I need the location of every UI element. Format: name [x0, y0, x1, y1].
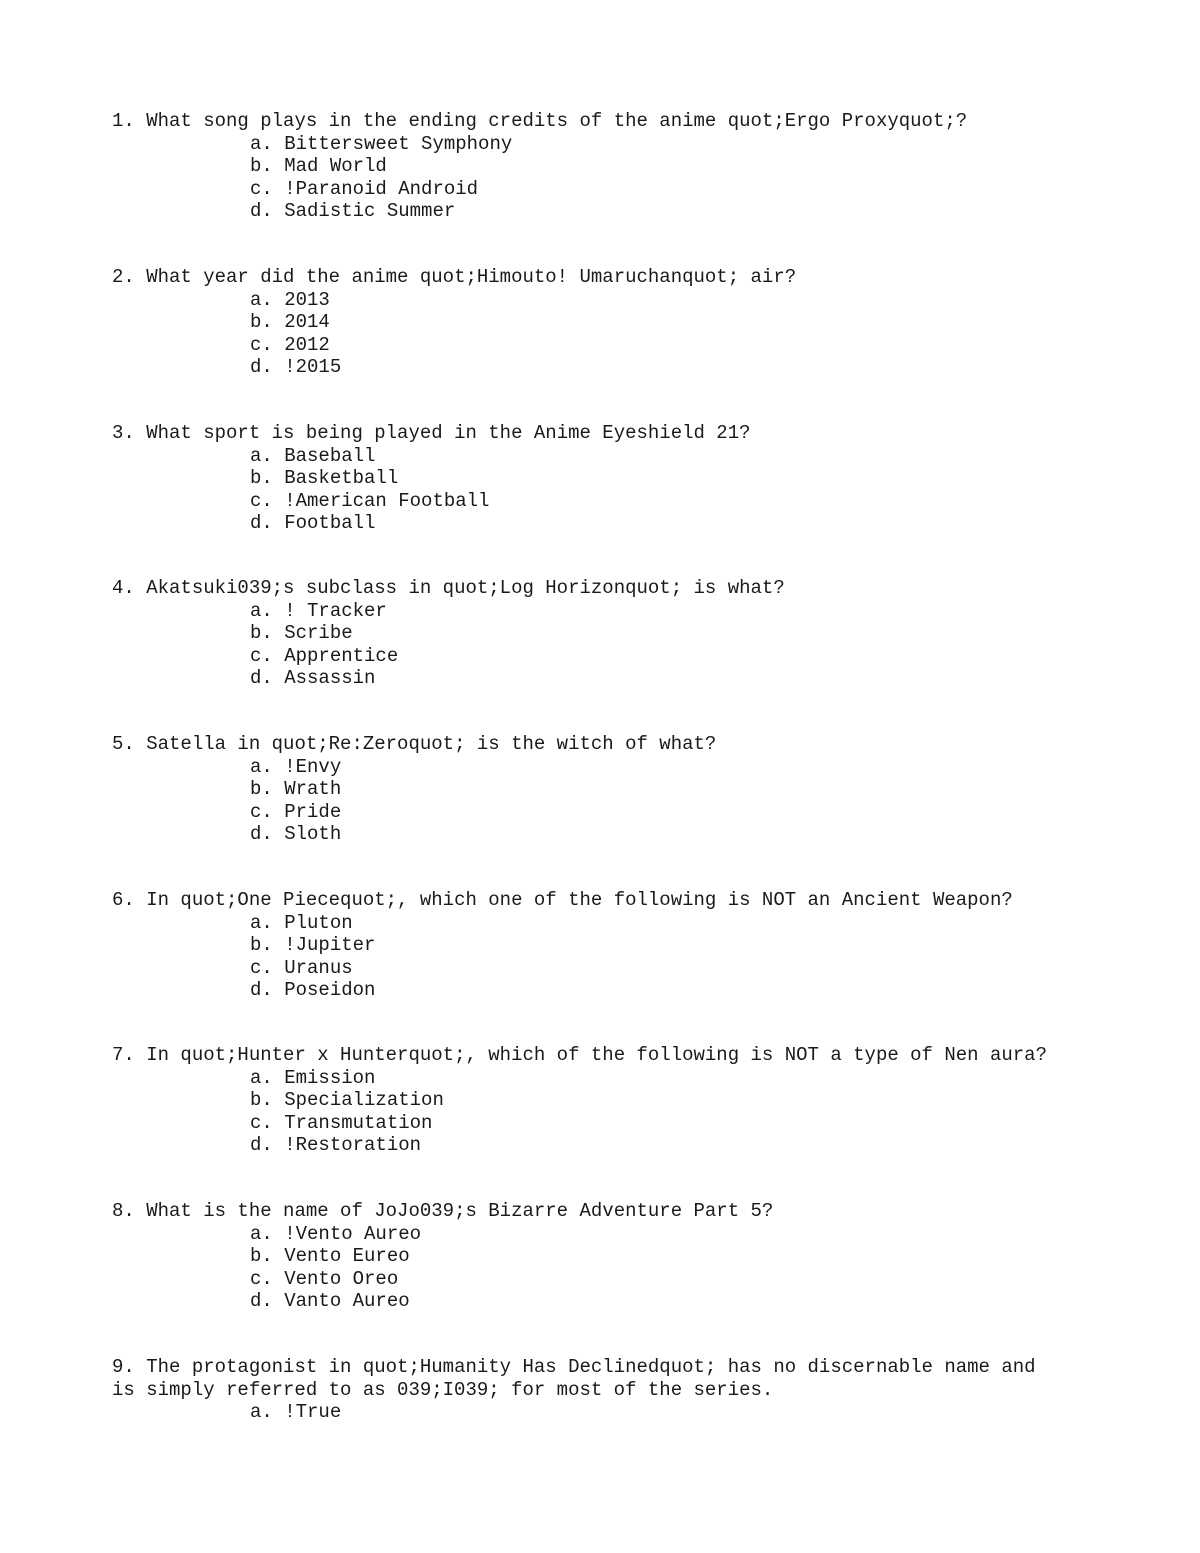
question-8: [112, 1200, 1092, 1313]
option-b: [112, 1245, 1092, 1268]
question-stem: [112, 1044, 1092, 1067]
question-text: Satella in quot;Re:Zeroquot; is the witch of what?: [146, 733, 717, 755]
option-text: Pluton: [284, 911, 353, 934]
option-text: 2014: [284, 311, 330, 333]
option-text: !Paranoid Android: [284, 177, 479, 200]
question-stem: [112, 889, 1092, 912]
option-letter: d.: [250, 512, 273, 534]
option-text: Specialization: [284, 1089, 444, 1111]
option-text: Bittersweet Symphony: [284, 132, 513, 155]
option-text: !Jupiter: [284, 934, 376, 956]
question-stem-continuation: is simply referred to as 039;I039; for most of the series.: [112, 1378, 774, 1401]
option-text: Wrath: [284, 778, 342, 800]
option-text: Pride: [284, 800, 342, 823]
option-a: [112, 1401, 1092, 1424]
option-text: Vento Oreo: [284, 1267, 399, 1290]
option-b: [112, 934, 1092, 957]
question-stem: [112, 1200, 1092, 1223]
option-letter: a.: [250, 444, 273, 467]
option-text: !Restoration: [284, 1134, 422, 1156]
option-d: [112, 1134, 1092, 1157]
question-9: [112, 1356, 1092, 1424]
question-number: 2.: [112, 266, 135, 288]
option-text: 2013: [284, 288, 330, 311]
option-letter: c.: [250, 800, 273, 823]
question-3: [112, 422, 1092, 535]
question-text: What song plays in the ending credits of the anime quot;Ergo Proxyquot;?: [146, 110, 968, 132]
option-text: Vanto Aureo: [284, 1290, 410, 1312]
option-letter: a.: [250, 911, 273, 934]
option-text: Football: [284, 512, 376, 534]
question-text: The protagonist in quot;Humanity Has Declinedquot; has no discernable name and: [146, 1356, 1036, 1378]
option-d: [112, 356, 1092, 379]
option-b: [112, 1089, 1092, 1112]
option-text: Assassin: [284, 667, 376, 689]
option-text: ! Tracker: [284, 599, 387, 622]
option-letter: a.: [250, 755, 273, 778]
option-text: !American Football: [284, 489, 490, 512]
option-text: Emission: [284, 1066, 376, 1089]
option-text: Poseidon: [284, 979, 376, 1001]
option-text: !Envy: [284, 755, 342, 778]
option-a: [112, 1067, 1092, 1090]
question-text: Akatsuki039;s subclass in quot;Log Horizonquot; is what?: [146, 577, 785, 599]
option-d: [112, 823, 1092, 846]
option-letter: c.: [250, 1111, 273, 1134]
question-number: 7.: [112, 1044, 135, 1066]
question-2: [112, 266, 1092, 379]
option-c: [112, 801, 1092, 824]
option-letter: d.: [250, 667, 273, 689]
option-text: Basketball: [284, 467, 399, 489]
option-letter: d.: [250, 356, 273, 378]
option-letter: b.: [250, 778, 273, 800]
question-stem: [112, 733, 1092, 756]
option-c: [112, 334, 1092, 357]
option-letter: a.: [250, 1401, 273, 1423]
question-number: 4.: [112, 577, 135, 599]
question-number: 1.: [112, 110, 135, 132]
option-text: Uranus: [284, 956, 353, 979]
option-letter: d.: [250, 1134, 273, 1156]
option-letter: d.: [250, 979, 273, 1001]
option-a: [112, 600, 1092, 623]
option-c: [112, 957, 1092, 980]
option-letter: b.: [250, 934, 273, 956]
option-d: [112, 512, 1092, 535]
option-letter: d.: [250, 200, 273, 222]
question-stem: [112, 110, 1092, 133]
option-letter: a.: [250, 288, 273, 311]
option-c: [112, 178, 1092, 201]
option-d: [112, 1290, 1092, 1313]
question-6: [112, 889, 1092, 1002]
question-number: 3.: [112, 422, 135, 444]
option-b: [112, 467, 1092, 490]
option-text: Vento Eureo: [284, 1245, 410, 1267]
option-letter: a.: [250, 1222, 273, 1245]
option-a: [112, 912, 1092, 935]
option-c: [112, 1268, 1092, 1291]
question-stem: [112, 266, 1092, 289]
option-a: [112, 289, 1092, 312]
question-text: In quot;One Piecequot;, which one of the following is NOT an Ancient Weapon?: [146, 889, 1013, 911]
option-text: Baseball: [284, 444, 376, 467]
option-text: !True: [284, 1401, 342, 1423]
option-text: Sadistic Summer: [284, 200, 456, 222]
option-a: [112, 1223, 1092, 1246]
option-a: [112, 445, 1092, 468]
question-stem: [112, 577, 1092, 600]
option-letter: c.: [250, 489, 273, 512]
option-letter: a.: [250, 599, 273, 622]
option-letter: c.: [250, 956, 273, 979]
option-c: [112, 1112, 1092, 1135]
option-d: [112, 200, 1092, 223]
question-text: What year did the anime quot;Himouto! Umaruchanquot; air?: [146, 266, 797, 288]
option-b: [112, 311, 1092, 334]
option-text: !Vento Aureo: [284, 1222, 422, 1245]
option-b: [112, 155, 1092, 178]
question-7: [112, 1044, 1092, 1157]
option-letter: b.: [250, 155, 273, 177]
question-stem: [112, 1356, 1092, 1379]
question-text: What sport is being played in the Anime Eyeshield 21?: [146, 422, 751, 444]
option-c: [112, 645, 1092, 668]
option-letter: c.: [250, 1267, 273, 1290]
option-d: [112, 979, 1092, 1002]
option-b: [112, 622, 1092, 645]
question-1: [112, 110, 1092, 223]
question-number: 9.: [112, 1356, 135, 1378]
option-text: Apprentice: [284, 644, 399, 667]
option-letter: c.: [250, 644, 273, 667]
question-stem: [112, 422, 1092, 445]
option-letter: a.: [250, 1066, 273, 1089]
option-d: [112, 667, 1092, 690]
option-letter: d.: [250, 823, 273, 845]
question-5: [112, 733, 1092, 846]
option-letter: b.: [250, 1089, 273, 1111]
option-letter: b.: [250, 622, 273, 644]
option-text: Mad World: [284, 155, 387, 177]
option-letter: d.: [250, 1290, 273, 1312]
option-text: Sloth: [284, 823, 342, 845]
question-text: What is the name of JoJo039;s Bizarre Adventure Part 5?: [146, 1200, 774, 1222]
option-text: !2015: [284, 356, 342, 378]
option-letter: a.: [250, 132, 273, 155]
option-letter: b.: [250, 467, 273, 489]
option-text: Transmutation: [284, 1111, 433, 1134]
question-4: [112, 577, 1092, 690]
option-letter: c.: [250, 333, 273, 356]
option-text: 2012: [284, 333, 330, 356]
question-number: 5.: [112, 733, 135, 755]
option-a: [112, 133, 1092, 156]
question-text: In quot;Hunter x Hunterquot;, which of the following is NOT a type of Nen aura?: [146, 1044, 1047, 1066]
option-letter: c.: [250, 177, 273, 200]
option-letter: b.: [250, 311, 273, 333]
question-number: 8.: [112, 1200, 135, 1222]
option-text: Scribe: [284, 622, 353, 644]
option-letter: b.: [250, 1245, 273, 1267]
option-c: [112, 490, 1092, 513]
question-number: 6.: [112, 889, 135, 911]
option-b: [112, 778, 1092, 801]
option-a: [112, 756, 1092, 779]
